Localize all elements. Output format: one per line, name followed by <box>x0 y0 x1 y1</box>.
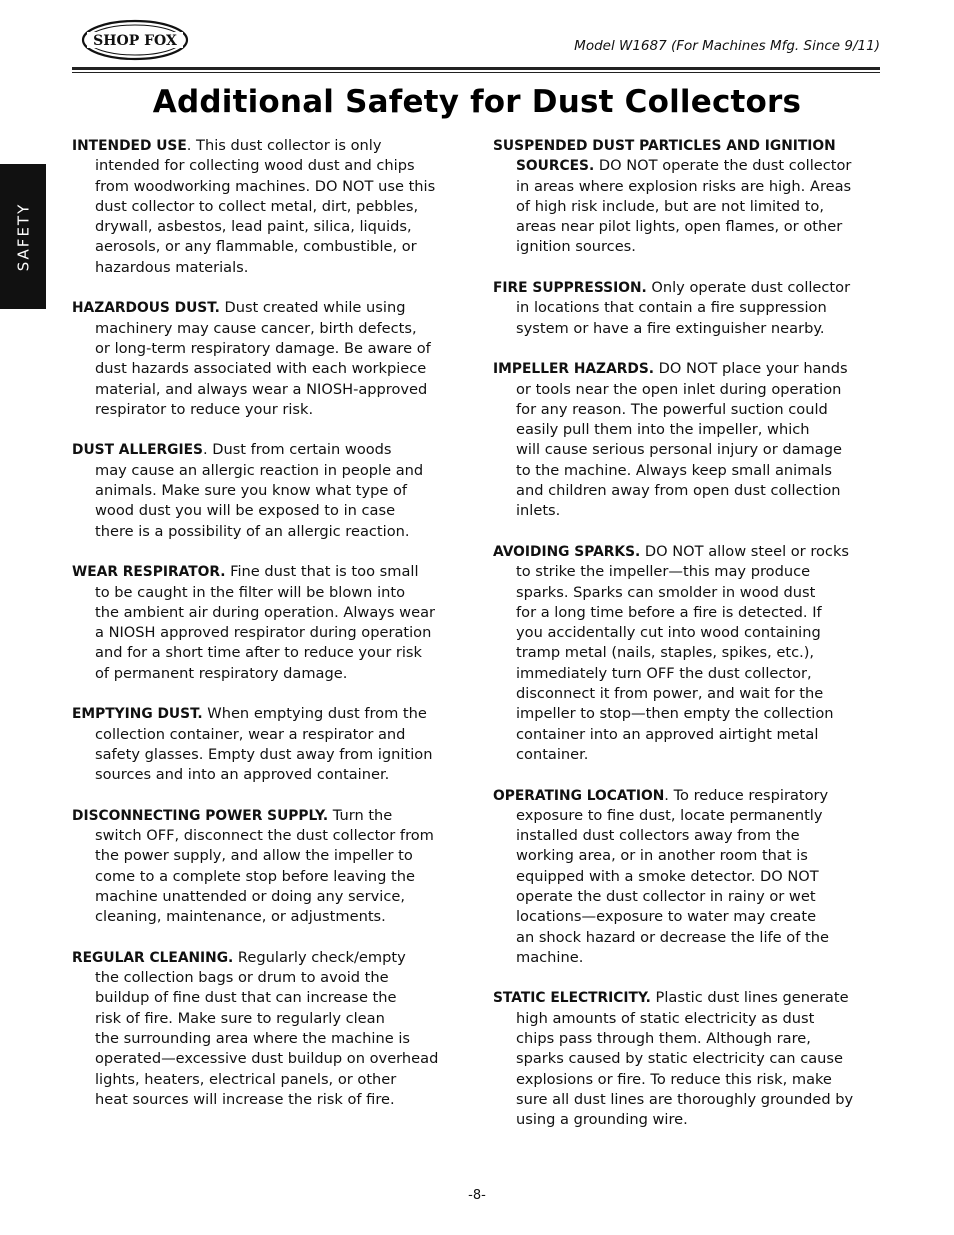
safety-item-suspended-dust <box>493 136 885 258</box>
item-heading: DUST ALLERGIES <box>72 442 203 459</box>
safety-item-operating-location <box>493 786 885 969</box>
safety-item-intended-use <box>72 136 464 278</box>
logo-text: SHOP FOX <box>93 33 177 49</box>
item-heading: FIRE SUPPRESSION. <box>493 280 647 297</box>
safety-item-dust-allergies <box>72 440 464 541</box>
left-column <box>72 136 464 1131</box>
page-number: -8- <box>468 1188 486 1203</box>
item-body: Plastic dust lines generate high amounts of static electricity as dust chips pass through them. Although rare, sparks caused by static electricity can cause explosions or fire. To reduce this risk, make sure all dust lines are thoroughly grounded by using a grounding wire. <box>516 989 854 1129</box>
header-rule-thin <box>72 72 880 73</box>
item-body: Fine dust that is too small to be caught in the filter will be blown into the ambient air during operation. Always wear a NIOSH approved respirator during operation and for a short time after to reduce your risk of permanent respiratory damage. <box>95 563 436 682</box>
safety-item-disconnecting-power <box>72 806 464 928</box>
item-body: When emptying dust from the collection container, wear a respirator and safety glasses. Empty dust away from ignition sources and into an approved container. <box>95 705 433 784</box>
safety-item-avoiding-sparks <box>493 542 885 765</box>
item-heading: IMPELLER HAZARDS. <box>493 361 654 378</box>
item-body: Only operate dust collector in locations that contain a fire suppression system or have a fire extinguisher nearby. <box>516 279 851 337</box>
item-body: . To reduce respiratory exposure to fine dust, locate permanently installed dust collectors away from the working area, or in another room that is equipped with a smoke detector. DO NOT operate the dust collector in rainy or wet locations—exposure to water may create an shock hazard or decrease the life of the machine. <box>516 786 829 966</box>
safety-item-fire-suppression <box>493 278 885 339</box>
safety-item-wear-respirator <box>72 562 464 684</box>
item-body: Dust created while using machinery may cause cancer, birth defects, or long-term respiratory damage. Be aware of dust hazards associated with each workpiece material, and always wear a NIOSH-approved respirator to reduce your risk. <box>95 299 431 418</box>
page-title: Additional Safety for Dust Collectors <box>152 84 802 120</box>
safety-item-impeller-hazards <box>493 359 885 521</box>
item-heading: OPERATING LOCATION <box>493 787 665 804</box>
header-rule <box>72 67 880 70</box>
right-column <box>493 136 885 1151</box>
item-body: . Dust from certain woods may cause an allergic reaction in people and animals. Make sure you know what type of wood dust you will be exposed to in case there is a possibility of an allergic reaction. <box>95 441 424 540</box>
section-tab-label: SAFETY <box>14 202 32 271</box>
item-heading: STATIC ELECTRICITY. <box>493 990 651 1007</box>
item-heading: DISCONNECTING POWER SUPPLY. <box>72 807 329 824</box>
safety-item-emptying-dust <box>72 704 464 785</box>
item-body: DO NOT operate the dust collector in areas where explosion risks are high. Areas of high risk include, but are not limited to, areas near pilot lights, open flames, or other ignition sources. <box>516 157 852 256</box>
model-line: Model W1687 (For Machines Mfg. Since 9/11) <box>574 38 880 54</box>
safety-item-hazardous-dust <box>72 298 464 420</box>
safety-item-regular-cleaning <box>72 948 464 1110</box>
item-body: DO NOT allow steel or rocks to strike the impeller—this may produce sparks. Sparks can smolder in wood dust for a long time before a fire is detected. If you accidentally cut into wood containing tramp metal (nails, staples, spikes, etc.), immediately turn OFF the dust collector, disconnect it from power, and wait for the impeller to stop—then empty the collection container into an approved airtight metal container. <box>516 542 850 763</box>
item-body: . This dust collector is only intended for collecting wood dust and chips from woodworking machines. DO NOT use this dust collector to collect metal, dirt, pebbles, drywall, asbestos, lead paint, silica, liquids, aerosols, or any flammable, combustible, or hazardous materials. <box>95 137 436 276</box>
item-heading: INTENDED USE <box>72 138 187 154</box>
item-heading: SUSPENDED DUST PARTICLES AND IGNITION SOURCES. <box>493 138 836 175</box>
item-body: Regularly check/empty the collection bags or drum to avoid the buildup of fine dust that can increase the risk of fire. Make sure to regularly clean the surrounding area where the machine is operated—excessive dust buildup on overhead lights, heaters, electrical panels, or other heat sources will increase the risk of fire. <box>95 948 439 1108</box>
section-tab <box>0 164 46 309</box>
item-body: DO NOT place your hands or tools near the open inlet during operation for any reason. The powerful suction could easily pull them into the impeller, which will cause serious personal injury or damage to the machine. Always keep small animals and children away from open dust collection inlets. <box>516 360 848 520</box>
item-body: Turn the switch OFF, disconnect the dust collector from the power supply, and allow the impeller to come to a complete stop before leaving the machine unattended or doing any service, cleaning, maintenance, or adjustments. <box>95 806 434 926</box>
shop-fox-logo <box>80 18 190 62</box>
item-heading: EMPTYING DUST. <box>72 706 203 723</box>
safety-item-static-electricity <box>493 988 885 1130</box>
item-heading: REGULAR CLEANING. <box>72 949 234 966</box>
item-heading: WEAR RESPIRATOR. <box>72 564 226 581</box>
item-heading: AVOIDING SPARKS. <box>493 543 641 560</box>
item-heading: HAZARDOUS DUST. <box>72 300 220 317</box>
